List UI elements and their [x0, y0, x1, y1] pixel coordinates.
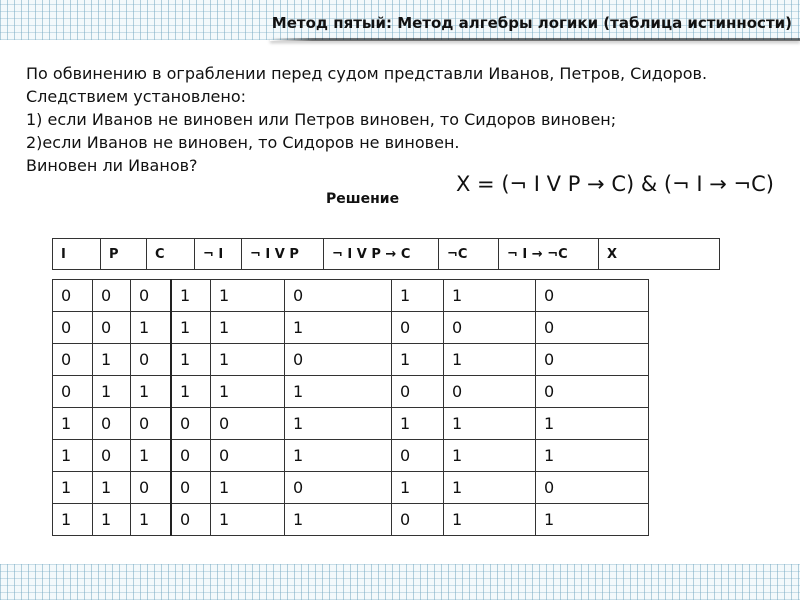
- table-cell: 0: [392, 312, 444, 344]
- table-cell: 1: [93, 504, 131, 536]
- table-cell: 1: [444, 440, 536, 472]
- table-cell: 0: [53, 312, 93, 344]
- column-header: ¬ I → ¬C: [499, 239, 599, 270]
- table-cell: 1: [171, 344, 211, 376]
- column-header: C: [147, 239, 195, 270]
- table-cell: 1: [211, 472, 285, 504]
- truth-table-header: [52, 238, 720, 270]
- table-row: [53, 440, 649, 472]
- table-cell: 1: [171, 312, 211, 344]
- table-cell: 1: [285, 376, 392, 408]
- table-cell: 1: [392, 344, 444, 376]
- problem-line: По обвинению в ограблении перед судом представли Иванов, Петров, Сидоров.: [26, 64, 708, 83]
- column-header: X: [599, 239, 720, 270]
- table-cell: 0: [536, 472, 649, 504]
- column-header: ¬ I: [195, 239, 242, 270]
- table-cell: 1: [211, 280, 285, 312]
- table-cell: 0: [93, 280, 131, 312]
- logic-formula: X = (¬ I V P → C) & (¬ I → ¬C): [456, 172, 774, 196]
- table-cell: 0: [171, 472, 211, 504]
- table-cell: 1: [392, 408, 444, 440]
- table-cell: 0: [392, 440, 444, 472]
- table-row: [53, 376, 649, 408]
- table-cell: 0: [536, 344, 649, 376]
- table-row: [53, 312, 649, 344]
- table-cell: 1: [444, 504, 536, 536]
- table-cell: 0: [536, 280, 649, 312]
- table-cell: 0: [171, 408, 211, 440]
- table-cell: 0: [285, 472, 392, 504]
- table-cell: 0: [392, 376, 444, 408]
- table-cell: 0: [53, 344, 93, 376]
- table-cell: 0: [171, 504, 211, 536]
- table-cell: 1: [93, 472, 131, 504]
- table-cell: 0: [211, 408, 285, 440]
- table-cell: 1: [171, 376, 211, 408]
- table-cell: 1: [131, 312, 172, 344]
- slide-title: Метод пятый: Метод алгебры логики (таблица истинности): [271, 14, 792, 32]
- table-row: [53, 408, 649, 440]
- table-cell: 0: [53, 280, 93, 312]
- problem-line: Следствием установлено:: [26, 87, 247, 106]
- truth-table-body: [52, 279, 649, 536]
- table-row: [53, 280, 649, 312]
- table-cell: 1: [285, 312, 392, 344]
- table-cell: 1: [131, 440, 172, 472]
- table-cell: 0: [285, 344, 392, 376]
- table-cell: 0: [131, 472, 172, 504]
- table-cell: 0: [131, 408, 172, 440]
- table-cell: 1: [93, 376, 131, 408]
- table-row: [53, 472, 649, 504]
- table-cell: 1: [93, 344, 131, 376]
- table-cell: 1: [211, 504, 285, 536]
- table-cell: 1: [131, 504, 172, 536]
- table-cell: 0: [53, 376, 93, 408]
- problem-statement: [26, 62, 726, 177]
- table-cell: 1: [131, 376, 172, 408]
- column-header: ¬ I V P → C: [324, 239, 439, 270]
- table-cell: 0: [171, 440, 211, 472]
- table-cell: 0: [536, 312, 649, 344]
- table-cell: 0: [444, 312, 536, 344]
- title-underline: [270, 38, 800, 41]
- table-cell: 1: [536, 408, 649, 440]
- table-cell: 1: [444, 280, 536, 312]
- table-cell: 1: [53, 408, 93, 440]
- table-cell: 0: [93, 312, 131, 344]
- header-row: [53, 239, 720, 270]
- column-header: I: [53, 239, 101, 270]
- problem-line: 2)если Иванов не виновен, то Сидоров не виновен.: [26, 133, 460, 152]
- table-cell: 1: [536, 504, 649, 536]
- table-cell: 1: [211, 344, 285, 376]
- table-cell: 0: [93, 408, 131, 440]
- table-cell: 0: [211, 440, 285, 472]
- table-cell: 1: [444, 472, 536, 504]
- table-cell: 1: [285, 440, 392, 472]
- table-cell: 0: [131, 344, 172, 376]
- table-cell: 1: [392, 472, 444, 504]
- table-cell: 1: [211, 312, 285, 344]
- column-header: ¬ I V P: [242, 239, 324, 270]
- problem-line: 1) если Иванов не виновен или Петров виновен, то Сидоров виновен;: [26, 110, 617, 129]
- problem-line: Виновен ли Иванов?: [26, 156, 198, 175]
- table-cell: 1: [53, 504, 93, 536]
- table-cell: 0: [392, 504, 444, 536]
- table-cell: 1: [536, 440, 649, 472]
- column-header: P: [101, 239, 147, 270]
- table-cell: 1: [285, 408, 392, 440]
- table-cell: 0: [93, 440, 131, 472]
- table-cell: 1: [392, 280, 444, 312]
- table-cell: 1: [285, 504, 392, 536]
- table-cell: 1: [211, 376, 285, 408]
- column-header: ¬C: [439, 239, 499, 270]
- table-row: [53, 504, 649, 536]
- table-cell: 0: [285, 280, 392, 312]
- table-cell: 1: [444, 408, 536, 440]
- table-cell: 1: [171, 280, 211, 312]
- table-cell: 1: [53, 440, 93, 472]
- table-row: [53, 344, 649, 376]
- table-cell: 0: [131, 280, 172, 312]
- solution-heading: Решение: [326, 191, 400, 207]
- table-cell: 1: [53, 472, 93, 504]
- table-cell: 0: [444, 376, 536, 408]
- bottom-grid-decoration: [0, 564, 800, 600]
- table-cell: 1: [444, 344, 536, 376]
- table-cell: 0: [536, 376, 649, 408]
